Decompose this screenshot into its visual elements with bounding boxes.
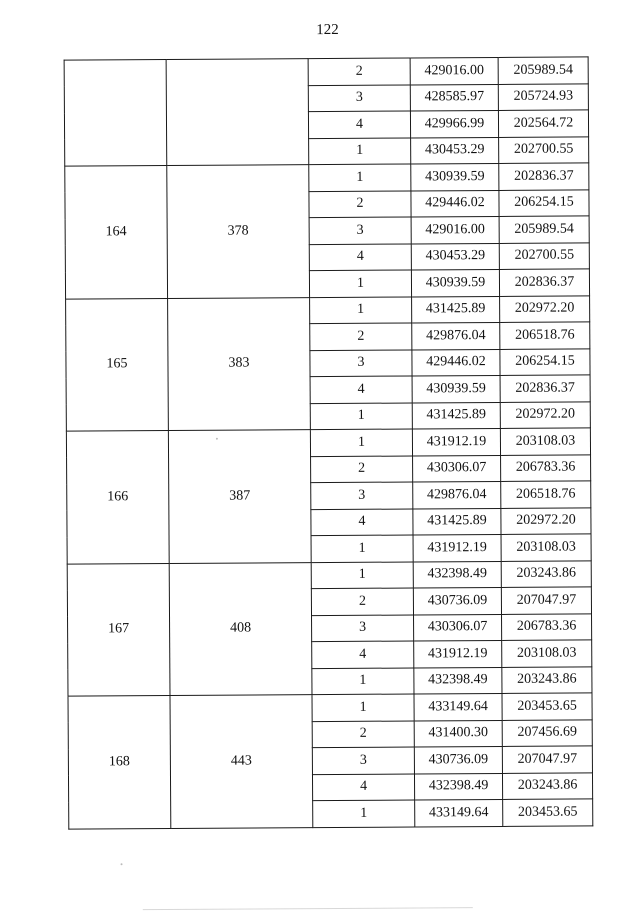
table-row [66,295,590,325]
group-value-cell: 387 [168,430,311,563]
x-coordinate-cell: 429016.00 [410,57,498,84]
scan-speck [216,438,218,440]
x-coordinate-cell: 428585.97 [410,84,498,111]
point-number-cell: 2 [310,323,412,350]
x-coordinate-cell: 430736.09 [414,746,502,773]
y-coordinate-cell: 203243.86 [502,666,592,693]
x-coordinate-cell: 430939.59 [412,375,500,402]
table-row [67,560,591,590]
y-coordinate-cell: 202564.72 [498,110,588,137]
y-coordinate-cell: 202836.37 [500,375,590,402]
x-coordinate-cell: 431400.30 [414,720,502,747]
x-coordinate-cell: 430939.59 [411,163,499,190]
x-coordinate-cell: 431912.19 [412,428,500,455]
x-coordinate-cell: 432398.49 [414,773,502,800]
point-number-cell: 4 [311,508,413,535]
group-value-cell: 383 [168,297,311,430]
group-id-cell: 165 [66,298,169,431]
y-coordinate-cell: 206254.15 [500,348,590,375]
y-coordinate-cell: 202972.20 [500,401,590,428]
point-number-cell: 3 [310,349,412,376]
point-number-cell: 3 [312,614,414,641]
x-coordinate-cell: 431912.19 [413,534,501,561]
x-coordinate-cell: 429446.02 [412,349,500,376]
empty-value-cell [166,59,309,166]
y-coordinate-cell: 206783.36 [501,454,591,481]
point-number-cell: 1 [309,164,411,191]
point-number-cell: 4 [308,111,410,138]
point-number-cell: 1 [311,561,413,588]
table-row [66,428,590,458]
y-coordinate-cell: 203453.65 [502,693,592,720]
table-row [64,57,588,87]
scan-speck [121,863,123,865]
y-coordinate-cell: 203243.86 [502,772,592,799]
point-number-cell: 1 [311,535,413,562]
y-coordinate-cell: 203243.86 [501,560,591,587]
coordinates-table-body [64,57,593,829]
group-value-cell: 443 [170,695,313,828]
x-coordinate-cell: 430939.59 [411,269,499,296]
y-coordinate-cell: 206518.76 [500,322,590,349]
x-coordinate-cell: 431425.89 [412,402,500,429]
point-number-cell: 1 [310,296,412,323]
point-number-cell: 4 [312,641,414,668]
point-number-cell: 2 [309,191,411,218]
group-id-cell: 166 [66,430,169,563]
y-coordinate-cell: 205724.93 [498,83,588,110]
x-coordinate-cell: 429876.04 [412,322,500,349]
y-coordinate-cell: 207047.97 [502,746,592,773]
y-coordinate-cell: 202836.37 [499,163,589,190]
x-coordinate-cell: 430306.07 [414,614,502,641]
point-number-cell: 1 [310,429,412,456]
group-id-cell: 167 [67,563,170,696]
group-id-cell: 164 [65,165,168,298]
point-number-cell: 3 [308,85,410,112]
y-coordinate-cell: 202700.55 [499,242,589,269]
x-coordinate-cell: 432398.49 [413,561,501,588]
y-coordinate-cell: 202836.37 [499,269,589,296]
point-number-cell: 1 [309,270,411,297]
y-coordinate-cell: 205989.54 [498,57,588,84]
point-number-cell: 3 [311,482,413,509]
point-number-cell: 2 [312,720,414,747]
x-coordinate-cell: 429016.00 [411,216,499,243]
table-row [68,693,592,723]
y-coordinate-cell: 207456.69 [502,719,592,746]
y-coordinate-cell: 203108.03 [501,534,591,561]
x-coordinate-cell: 431425.89 [413,508,501,535]
x-coordinate-cell: 430736.09 [413,587,501,614]
point-number-cell: 4 [309,243,411,270]
page-number: 122 [316,21,339,39]
y-coordinate-cell: 206254.15 [499,189,589,216]
x-coordinate-cell: 430453.29 [411,243,499,270]
point-number-cell: 1 [312,694,414,721]
y-coordinate-cell: 202972.20 [501,507,591,534]
group-id-cell: 168 [68,695,171,828]
y-coordinate-cell: 202700.55 [499,136,589,163]
empty-group-cell [64,59,167,166]
y-coordinate-cell: 203108.03 [502,640,592,667]
y-coordinate-cell: 206518.76 [501,481,591,508]
x-coordinate-cell: 433149.64 [415,799,503,826]
group-value-cell: 408 [169,562,312,695]
point-number-cell: 4 [312,773,414,800]
point-number-cell: 1 [312,667,414,694]
table-row [65,163,589,193]
x-coordinate-cell: 430453.29 [411,137,499,164]
x-coordinate-cell: 429966.99 [410,110,498,137]
y-coordinate-cell: 206783.36 [502,613,592,640]
scan-edge-line [143,907,473,910]
x-coordinate-cell: 431912.19 [414,640,502,667]
point-number-cell: 4 [310,376,412,403]
x-coordinate-cell: 430306.07 [413,455,501,482]
point-number-cell: 2 [311,588,413,615]
point-number-cell: 3 [312,747,414,774]
point-number-cell: 2 [311,455,413,482]
coordinates-table [64,56,594,829]
x-coordinate-cell: 429446.02 [411,190,499,217]
group-value-cell: 378 [167,165,310,298]
y-coordinate-cell: 202972.20 [500,295,590,322]
y-coordinate-cell: 205989.54 [499,216,589,243]
x-coordinate-cell: 431425.89 [412,296,500,323]
point-number-cell: 1 [313,800,415,827]
x-coordinate-cell: 433149.64 [414,693,502,720]
point-number-cell: 3 [309,217,411,244]
point-number-cell: 1 [310,402,412,429]
point-number-cell: 1 [309,138,411,165]
x-coordinate-cell: 432398.49 [414,667,502,694]
y-coordinate-cell: 203108.03 [500,428,590,455]
y-coordinate-cell: 207047.97 [501,587,591,614]
x-coordinate-cell: 429876.04 [413,481,501,508]
point-number-cell: 2 [308,58,410,85]
y-coordinate-cell: 203453.65 [503,799,593,826]
